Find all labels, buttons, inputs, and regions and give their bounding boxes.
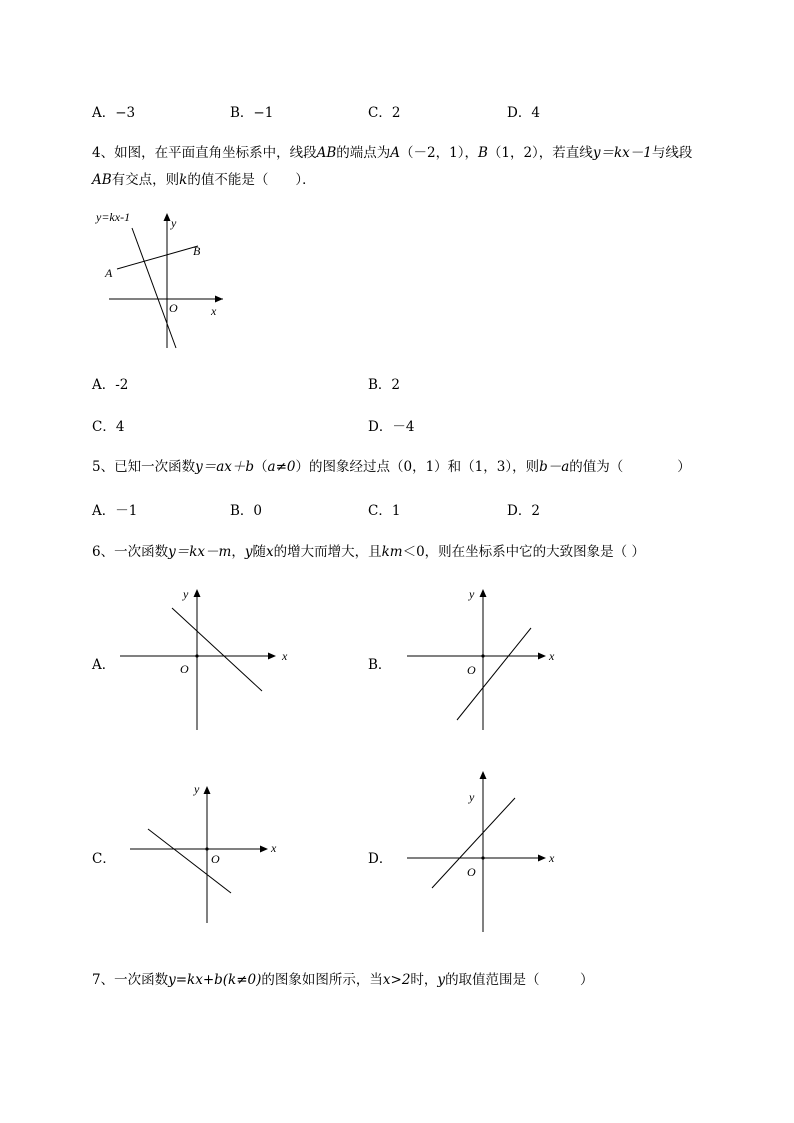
q6-graph-b-label: B． [368, 657, 392, 673]
q6-graph-b [400, 585, 565, 735]
q6-a-x-label: x [282, 649, 288, 663]
q4-fig-a-label: A [105, 266, 113, 280]
q3-option-d: D．4 [507, 105, 540, 121]
q5-option-a: A．－1 [92, 503, 138, 519]
q6-d-x-label: x [549, 851, 555, 865]
q4-option-b: B．2 [368, 377, 401, 393]
q5-option-d: D．2 [507, 503, 540, 519]
q7-stem: 7、一次函数y=kx+b(k≠0)的图象如图所示，当x>2时，y的取值范围是（ ） [92, 972, 594, 988]
q3-option-c: C．2 [368, 105, 401, 121]
q6-b-y-label: y [469, 587, 475, 601]
q6-stem: 6、一次函数y＝kx－m，y随x的增大而增大，且km＜0，则在坐标系中它的大致图象是（ ） [92, 544, 645, 560]
q6-c-y-label: y [194, 782, 200, 796]
q4-stem-line1: 4、如图，在平面直角坐标系中，线段AB的端点为A（－2，1），B（1，2），若直线y＝kx－1与线段 [92, 145, 693, 161]
q4-fig-x-label: x [211, 304, 217, 318]
q4-option-d: D．－4 [368, 419, 415, 435]
q6-graph-c-label: C． [92, 851, 116, 867]
q5-option-b: B．0 [230, 503, 263, 519]
q4-fig-origin-label: O [169, 301, 178, 315]
q6-d-y-label: y [469, 790, 475, 804]
q4-fig-b-label: B [193, 244, 201, 258]
q4-stem-line2: AB有交点，则k的值不能是（ ）． [92, 172, 316, 188]
q6-a-origin-label: O [180, 662, 189, 676]
q6-a-y-label: y [183, 587, 189, 601]
q6-c-origin-label: O [211, 852, 220, 866]
q6-b-x-label: x [549, 649, 555, 663]
q6-graph-c [120, 775, 285, 925]
q4-option-a: A．-2 [92, 377, 129, 393]
q6-d-origin-label: O [467, 865, 476, 879]
q6-graph-a [115, 585, 295, 735]
q5-option-c: C．1 [368, 503, 401, 519]
q4-fig-y-label: y [171, 216, 177, 230]
q3-option-b: B．−1 [230, 105, 274, 121]
q6-graph-a-label: A． [92, 657, 116, 673]
q4-fig-eq-label: y=kx-1 [96, 210, 131, 224]
q6-graph-d [400, 765, 565, 940]
q6-b-origin-label: O [467, 663, 476, 677]
q5-stem: 5、已知一次函数y＝ax＋b（a≠0）的图象经过点（0，1）和（1，3），则b－a的值为（ ） [92, 459, 691, 475]
q6-c-x-label: x [271, 841, 277, 855]
q4-figure [90, 205, 240, 355]
q4-option-c: C．4 [92, 419, 125, 435]
q6-graph-d-label: D． [368, 851, 393, 867]
q3-option-a: A．−3 [92, 105, 136, 121]
